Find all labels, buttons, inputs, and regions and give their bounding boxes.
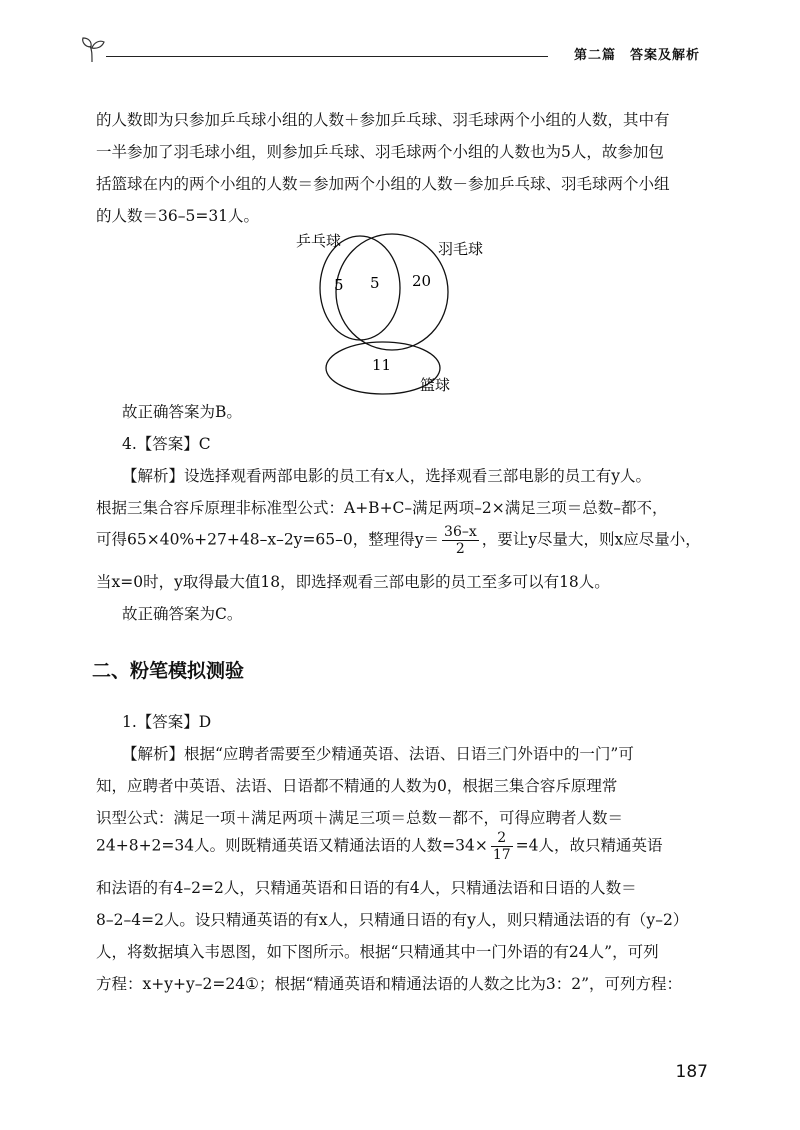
q3-conclusion: 故正确答案为B。: [122, 403, 242, 421]
s2q1-analysis-line-1: 【解析】根据“应聘者需要至少精通英语、法语、日语三门外语中的一门”可: [122, 745, 634, 763]
sprout-icon: [80, 34, 106, 64]
s2q1-analysis-line-5: 和法语的有4–2=2人，只精通英语和日语的有4人，只精通法语和日语的人数＝: [96, 879, 637, 897]
venn-label-badminton: 羽毛球: [438, 240, 484, 258]
venn-diagram: [270, 228, 510, 398]
pingpong-circle: [320, 236, 400, 340]
venn-value-only-pingpong: 5: [334, 276, 344, 294]
q4-analysis-line-2: 根据三集合容斥原理非标准型公式：A+B+C–满足两项–2×满足三项＝总数–都不，: [96, 499, 668, 517]
s2q1-analysis-line-7: 人，将数据填入韦恩图，如下图所示。根据“只精通其中一门外语的有24人”，可列: [96, 943, 659, 961]
para1-line-2: 一半参加了羽毛球小组，则参加乒乓球、羽毛球两个小组的人数也为5人，故参加包: [96, 143, 664, 161]
s2q1-fraction: [491, 830, 513, 863]
s2q1-analysis-line-6: 8–2–4=2人。设只精通英语的有x人，只精通日语的有y人，则只精通法语的有（y–2）: [96, 911, 689, 929]
s2q1-analysis-line-3: 识型公式：满足一项＋满足两项＋满足三项＝总数－都不，可得应聘者人数＝: [96, 809, 624, 827]
header-rule: [106, 56, 548, 57]
s2q1-line4-part-b: =4人，故只精通英语: [515, 836, 663, 855]
page-number: 187: [675, 1062, 708, 1082]
s2q1-answer-head: 1.【答案】D: [122, 713, 212, 731]
q4-fraction-numerator: 36–x: [444, 524, 477, 540]
q4-analysis-line-4: 当x=0时，y取得最大值18，即选择观看三部电影的员工至多可以有18人。: [96, 573, 610, 591]
q4-analysis-line-1: 【解析】设选择观看两部电影的员工有x人，选择观看三部电影的员工有y人。: [122, 467, 652, 485]
section-heading: 二、粉笔模拟测验: [92, 660, 245, 682]
s2q1-analysis-line-4: [96, 830, 663, 863]
s2q1-analysis-line-2: 知，应聘者中英语、法语、日语都不精通的人数为0，根据三集合容斥原理常: [96, 777, 618, 795]
s2q1-analysis-line-8: 方程：x+y+y–2=24①；根据“精通英语和精通法语的人数之比为3：2”，可列方程：: [96, 975, 683, 993]
q4-analysis-line-3: [96, 524, 701, 557]
header-title: 第二篇 答案及解析: [573, 48, 700, 63]
page-header: [80, 34, 700, 64]
venn-value-only-badminton: 20: [412, 272, 432, 290]
venn-label-basketball: 篮球: [420, 376, 451, 394]
q4-line3-part-a: 可得65×40%+27+48–x–2y=65–0，整理得y＝: [96, 530, 440, 549]
s2q1-line4-part-a: 24+8+2=34人。则既精通英语又精通法语的人数=34×: [96, 836, 488, 855]
q4-fraction-denominator: 2: [455, 541, 465, 557]
q4-conclusion: 故正确答案为C。: [122, 605, 243, 623]
s2q1-fraction-denominator: 17: [492, 847, 511, 863]
venn-value-pingpong-badminton: 5: [370, 274, 380, 292]
para1-line-4: 的人数＝36–5=31人。: [96, 207, 260, 225]
venn-value-basketball: 11: [372, 356, 392, 374]
q4-fraction: [442, 524, 479, 557]
q4-answer-head: 4.【答案】C: [122, 435, 211, 453]
q4-line3-part-b: ，要让y尽量大，则x应尽量小，: [481, 530, 701, 549]
badminton-circle: [336, 234, 448, 350]
venn-label-pingpong: 乒乓球: [296, 232, 342, 250]
s2q1-fraction-numerator: 2: [491, 830, 513, 847]
para1-line-3: 括篮球在内的两个小组的人数＝参加两个小组的人数－参加乒乓球、羽毛球两个小组: [96, 175, 670, 193]
para1-line-1: 的人数即为只参加乒乓球小组的人数＋参加乒乓球、羽毛球两个小组的人数，其中有: [96, 111, 670, 129]
